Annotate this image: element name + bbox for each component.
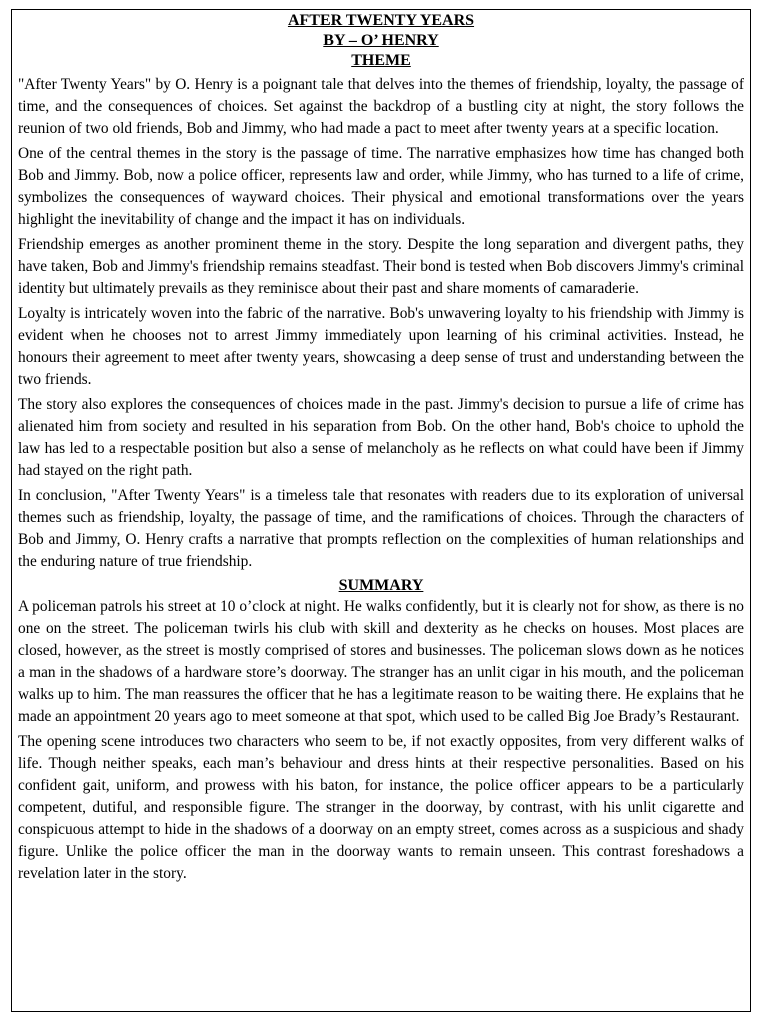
summary-heading: SUMMARY <box>338 577 424 594</box>
document-page <box>11 9 751 1012</box>
author-line: BY – O’ HENRY <box>323 32 439 49</box>
summary-paragraph-1: A policeman patrols his street at 10 o’clock at night. He walks confidently, but it is clearly not for show, as there is no one on the street. The policeman twirls his club with skill and dexterity as he checks on houses. Most places are closed, however, as the street is mostly comprised of stores and businesses. The policeman slows down as he notices a man in the shadows of a hardware store’s doorway. The stranger has an unlit cigar in his mouth, and the policeman walks up to him. The man reassures the officer that he has a legitimate reason to be waiting there. He explains that he made an appointment 20 years ago to meet someone at that spot, which used to be called Big Joe Brady’s Restaurant. <box>18 598 744 725</box>
summary-paragraph-2: The opening scene introduces two characters who seem to be, if not exactly opposites, from very different walks of life. Though neither speaks, each man’s behaviour and dress hints at their respective personalities. Based on his confident gait, uniform, and prowess with his baton, for instance, the police officer appears to be a particularly competent, dutiful, and responsible figure. The stranger in the doorway, by contrast, with his unlit cigarette and conspicuous attempt to hide in the shadows of a doorway on an empty street, comes across as a suspicious and shady figure. Unlike the police officer the man in the doorway wants to remain unseen. This contrast foreshadows a revelation later in the story. <box>18 733 744 882</box>
document-title: AFTER TWENTY YEARS <box>287 12 475 29</box>
theme-paragraph-6: In conclusion, "After Twenty Years" is a timeless tale that resonates with readers due to its exploration of universal themes such as friendship, loyalty, the passage of time, and the ramifications of choices. Through the characters of Bob and Jimmy, O. Henry crafts a narrative that prompts reflection on the complexities of human relationships and the enduring nature of true friendship. <box>18 487 744 570</box>
theme-heading: THEME <box>351 52 411 69</box>
theme-paragraph-5: The story also explores the consequences of choices made in the past. Jimmy's decision to pursue a life of crime has alienated him from society and resulted in his separation from Bob. On the other hand, Bob's choice to uphold the law has led to a respectable position but also a sense of melancholy as he reflects on what could have been if Jimmy had stayed on the right path. <box>18 396 744 479</box>
theme-paragraph-4: Loyalty is intricately woven into the fabric of the narrative. Bob's unwavering loyalty to his friendship with Jimmy is evident when he chooses not to arrest Jimmy immediately upon learning of his criminal activities. Instead, he honours their agreement to meet after twenty years, showcasing a deep sense of trust and understanding between the two friends. <box>18 305 744 388</box>
theme-paragraph-2: One of the central themes in the story is the passage of time. The narrative emphasizes how time has changed both Bob and Jimmy. Bob, now a police officer, represents law and order, while Jimmy, who has turned to a life of crime, symbolizes the consequences of wayward choices. Their physical and emotional transformations over the years highlight the inevitability of change and the impact it has on individuals. <box>18 145 744 228</box>
theme-paragraph-3: Friendship emerges as another prominent theme in the story. Despite the long separation and divergent paths, they have taken, Bob and Jimmy's friendship remains steadfast. Their bond is tested when Bob discovers Jimmy's criminal identity but ultimately prevails as they reminisce about their past and share moments of camaraderie. <box>18 236 744 297</box>
theme-paragraph-1: "After Twenty Years" by O. Henry is a poignant tale that delves into the themes of friendship, loyalty, the passage of time, and the consequences of choices. Set against the backdrop of a bustling city at night, the story follows the reunion of two old friends, Bob and Jimmy, who had made a pact to meet after twenty years at a specific location. <box>18 76 744 137</box>
